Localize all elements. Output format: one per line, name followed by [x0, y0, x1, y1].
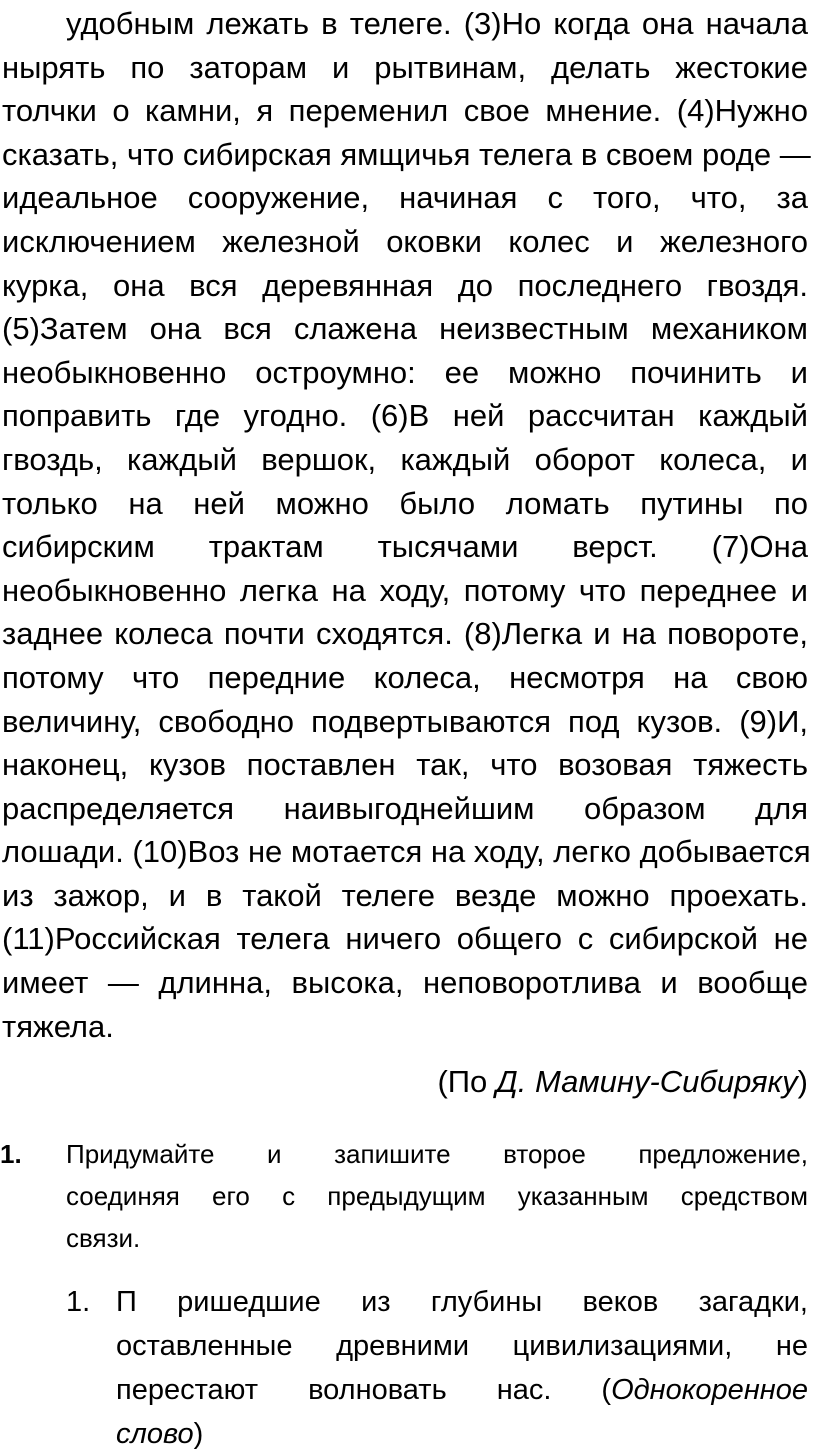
- passage-line: имеет — длинна, высока, неповоротлива и вообще: [2, 965, 808, 1001]
- subtask-line-4: [116, 1412, 808, 1456]
- passage-line: исключением железной оковки колес и железного: [2, 223, 808, 259]
- passage-line: тяжела.: [2, 1008, 114, 1044]
- task-instruction: [66, 1133, 808, 1259]
- attribution-close: ): [797, 1064, 808, 1099]
- task-line: соединяя его с предыдущим указанным средством: [66, 1181, 808, 1211]
- subtask-text: [116, 1280, 808, 1456]
- subtask-line-3-text: перестают волновать нас. (: [116, 1374, 612, 1406]
- passage-line: (5)Затем она вся слажена неизвестным механиком: [2, 311, 808, 347]
- passage-line: удобным лежать в телеге. (3)Но когда она начала: [66, 6, 808, 41]
- passage-line: только на ней можно было ломать путины по: [2, 485, 808, 521]
- task-number: 1.: [0, 1139, 22, 1169]
- passage-line: гвоздь, каждый вершок, каждый оборот колеса, и: [2, 441, 808, 477]
- passage-line: заднее колеса почти сходятся. (8)Легка и на повороте,: [2, 616, 808, 652]
- passage-line: из зажор, и в такой телеге везде можно проехать.: [2, 877, 808, 913]
- subtask-hint-italic: Однокоренное: [611, 1374, 808, 1406]
- passage-line: лошади. (10)Воз не мотается на ходу, легко добывается: [2, 834, 811, 870]
- passage-line: сибирским трактам тысячами верст. (7)Она: [2, 529, 808, 565]
- passage-line: необыкновенно легка на ходу, потому что переднее и: [2, 572, 808, 608]
- attribution-author: Д. Мамину-Сибиряку: [495, 1064, 798, 1099]
- source-attribution: [437, 1060, 808, 1104]
- passage-line: толчки о камни, я переменил свое мнение. (4)Нужно: [2, 93, 808, 129]
- subtask-number: 1.: [66, 1286, 91, 1318]
- passage-line: курка, она вся деревянная до последнего гвоздя.: [2, 267, 808, 303]
- passage-line: наконец, кузов поставлен так, что возовая тяжесть: [2, 747, 808, 783]
- subtask-hint-italic-2: слово: [116, 1418, 194, 1450]
- subtask-line: оставленные древними цивилизациями, не: [116, 1330, 808, 1362]
- passage-line: величину, свободно подвертываются под кузов. (9)И,: [2, 703, 808, 739]
- subtask-line: П ришедшие из глубины веков загадки,: [116, 1286, 808, 1318]
- passage-line: потому что передние колеса, несмотря на свою: [2, 659, 808, 695]
- passage-line: распределяется наивыгоднейшим образом для: [2, 790, 808, 826]
- passage-line: сказать, что сибирская ямщичья телега в своем роде —: [2, 136, 811, 172]
- subtask-line-3: [116, 1368, 808, 1412]
- attribution-open: (По: [437, 1064, 496, 1099]
- passage-line: идеальное сооружение, начиная с того, что, за: [2, 180, 808, 216]
- passage-line: поправить где угодно. (6)В ней рассчитан каждый: [2, 398, 808, 434]
- subtask-hint-close: ): [193, 1418, 204, 1450]
- passage-line: нырять по заторам и рытвинам, делать жестокие: [2, 49, 808, 85]
- passage-line: необыкновенно остроумно: ее можно починить и: [2, 354, 808, 390]
- task-line: Придумайте и запишите второе предложение,: [66, 1139, 808, 1169]
- passage-text: [2, 2, 811, 1048]
- task-line: связи.: [66, 1223, 141, 1253]
- passage-line: (11)Российская телега ничего общего с сибирской не: [2, 921, 808, 957]
